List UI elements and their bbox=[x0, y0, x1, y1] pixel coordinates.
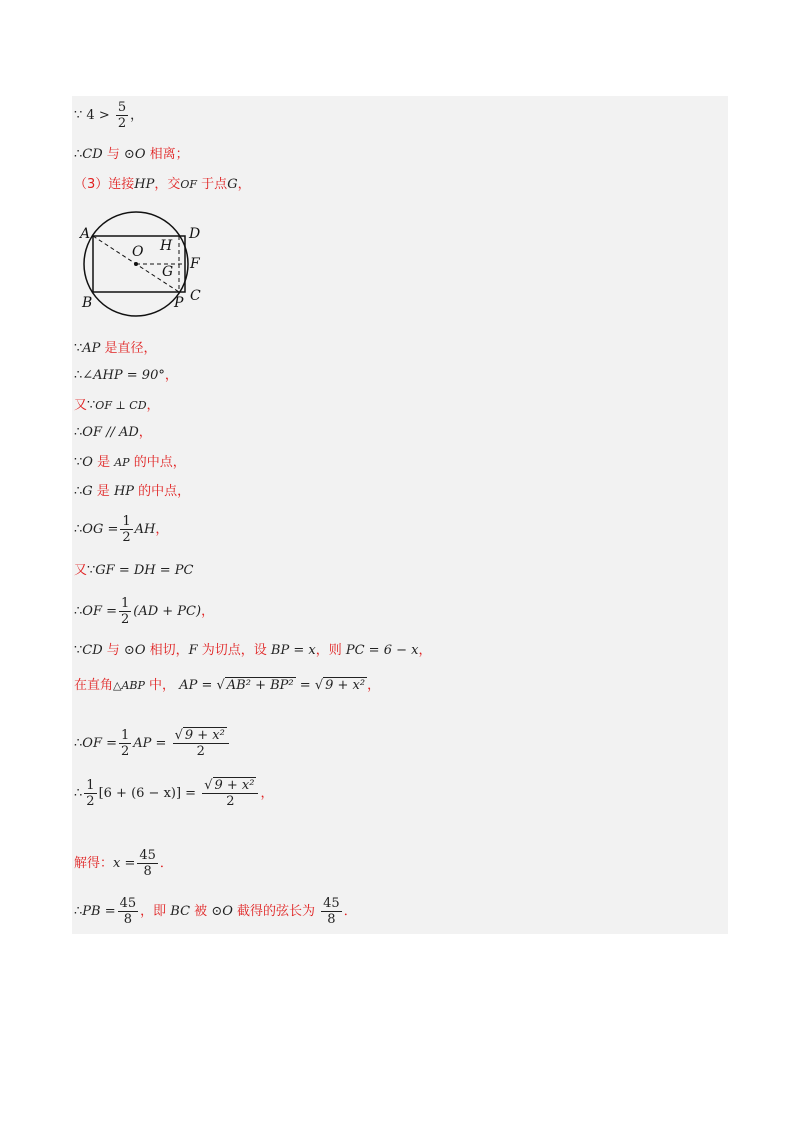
text: 是 bbox=[92, 455, 115, 470]
math: (AD + PC) bbox=[133, 604, 202, 619]
math: ⊙O bbox=[211, 904, 233, 919]
fraction bbox=[321, 896, 342, 927]
math: x = bbox=[113, 856, 136, 871]
text: ， bbox=[201, 604, 215, 619]
text: 被 bbox=[190, 904, 212, 919]
text: （3）连接 bbox=[74, 177, 135, 192]
text: 相切， bbox=[145, 643, 189, 658]
label-h: H bbox=[160, 238, 173, 254]
line-16 bbox=[74, 778, 274, 809]
math: CD bbox=[82, 147, 103, 162]
text: ， bbox=[155, 522, 169, 537]
math: OF bbox=[180, 178, 198, 191]
symbol: ∵ bbox=[74, 108, 83, 123]
line-2 bbox=[74, 147, 189, 163]
numerator: √ 9 + x² bbox=[202, 778, 258, 794]
denominator: 2 bbox=[226, 794, 235, 809]
radicand: AB² + BP² bbox=[226, 678, 294, 693]
label-b: B bbox=[82, 295, 93, 311]
numerator: 1 bbox=[86, 778, 95, 793]
math: CD bbox=[82, 643, 103, 658]
math: BP = x bbox=[270, 643, 316, 658]
radicand: 9 + x² bbox=[184, 728, 225, 743]
math: HP bbox=[113, 484, 135, 499]
symbol: ∴ bbox=[74, 604, 83, 619]
math: PB = bbox=[82, 904, 116, 919]
fraction bbox=[84, 778, 96, 809]
denominator: 2 bbox=[86, 794, 95, 809]
denominator: 2 bbox=[196, 744, 205, 759]
label-f: F bbox=[190, 256, 200, 272]
line-12 bbox=[74, 596, 214, 627]
symbol: ∴ bbox=[74, 786, 83, 801]
text: 为切点，设 bbox=[197, 643, 271, 658]
expr: 4 > bbox=[86, 108, 110, 123]
denominator: 2 bbox=[120, 744, 130, 759]
math: G bbox=[227, 177, 238, 192]
text: 于点 bbox=[197, 177, 228, 192]
text: 与 bbox=[102, 147, 124, 162]
text: 的中点， bbox=[129, 455, 186, 470]
math: AP bbox=[82, 341, 101, 356]
math: ∠AHP = 90° bbox=[82, 368, 165, 383]
text: 又 bbox=[74, 398, 88, 413]
line-8 bbox=[74, 455, 186, 471]
math: G bbox=[82, 484, 93, 499]
math: AP bbox=[114, 456, 130, 469]
math: △ABP bbox=[113, 679, 145, 692]
fraction bbox=[118, 896, 139, 927]
text: 在直角 bbox=[74, 678, 114, 693]
denominator: 2 bbox=[120, 612, 130, 627]
text: 的中点， bbox=[134, 484, 191, 499]
math: AP = bbox=[179, 678, 213, 693]
denominator: 2 bbox=[117, 116, 127, 131]
line-3 bbox=[74, 177, 251, 193]
math: AP = bbox=[133, 736, 167, 751]
line-11 bbox=[74, 563, 193, 579]
symbol: ∴ bbox=[74, 484, 83, 499]
denominator: 8 bbox=[143, 864, 152, 879]
symbol: ∴ bbox=[74, 904, 83, 919]
math: OF = bbox=[82, 604, 117, 619]
symbol: ∵ bbox=[87, 398, 96, 413]
fraction bbox=[202, 778, 258, 809]
punct: ， bbox=[130, 108, 144, 123]
text: ， bbox=[418, 643, 432, 658]
symbol: ∵ bbox=[74, 341, 83, 356]
label-a: A bbox=[80, 226, 91, 242]
denominator: 2 bbox=[122, 530, 131, 545]
line-13 bbox=[74, 643, 432, 659]
symbol: ∴ bbox=[74, 147, 83, 162]
label-o: O bbox=[132, 244, 144, 260]
text: ， bbox=[164, 368, 178, 383]
label-c: C bbox=[190, 288, 201, 304]
line-6 bbox=[74, 398, 160, 414]
label-d: D bbox=[189, 226, 201, 242]
text: ，即 bbox=[140, 904, 171, 919]
text: ， bbox=[260, 786, 274, 801]
line-18 bbox=[74, 896, 357, 927]
fraction bbox=[119, 728, 131, 759]
math: [6 + (6 − x)] = bbox=[98, 786, 197, 801]
math: F bbox=[188, 643, 198, 658]
text: 是 bbox=[92, 484, 114, 499]
text: ，则 bbox=[315, 643, 346, 658]
text: ， bbox=[237, 177, 251, 192]
math: OF ⊥ CD bbox=[95, 399, 147, 412]
symbol: ∴ bbox=[74, 522, 83, 537]
line-1 bbox=[74, 100, 143, 131]
text: 解得： bbox=[74, 856, 114, 871]
math: = bbox=[299, 678, 311, 693]
label-g: G bbox=[162, 264, 174, 280]
text: 截得的弦长为 bbox=[232, 904, 320, 919]
fraction bbox=[119, 596, 131, 627]
symbol: ∵ bbox=[87, 563, 96, 578]
line-15 bbox=[74, 728, 231, 759]
numerator: 45 bbox=[119, 896, 137, 911]
numerator: 1 bbox=[120, 728, 130, 743]
math: ⊙O bbox=[123, 147, 146, 162]
radicand: 9 + x² bbox=[214, 778, 255, 793]
radicand: 9 + x² bbox=[325, 678, 366, 693]
math: ⊙O bbox=[123, 643, 146, 658]
text: ， bbox=[138, 425, 152, 440]
sqrt-sign: √ bbox=[216, 678, 225, 693]
numerator: √ 9 + x² bbox=[173, 728, 229, 744]
line-9 bbox=[74, 484, 190, 500]
symbol: ∵ bbox=[74, 643, 83, 658]
line-5 bbox=[74, 368, 178, 384]
text: 中， bbox=[144, 678, 176, 693]
numerator: 1 bbox=[122, 514, 131, 529]
text: ， bbox=[367, 678, 381, 693]
numerator: 1 bbox=[120, 596, 130, 611]
label-p: P bbox=[174, 295, 184, 311]
math: BC bbox=[170, 904, 191, 919]
text: 是直径， bbox=[100, 341, 157, 356]
line-10 bbox=[74, 514, 168, 545]
math: HP bbox=[134, 177, 155, 192]
math: O bbox=[82, 455, 93, 470]
text: ， bbox=[146, 398, 160, 413]
text: 相离； bbox=[145, 147, 189, 162]
line-4 bbox=[74, 341, 157, 357]
symbol: ∵ bbox=[74, 455, 83, 470]
numerator: 45 bbox=[323, 896, 340, 911]
line-7 bbox=[74, 425, 152, 441]
line-17 bbox=[74, 848, 173, 879]
math: OG = bbox=[82, 522, 119, 537]
text: 与 bbox=[102, 643, 124, 658]
numerator: 5 bbox=[117, 100, 127, 115]
text: 又 bbox=[74, 563, 88, 578]
fraction bbox=[137, 848, 158, 879]
denominator: 8 bbox=[327, 912, 336, 927]
text: ． bbox=[343, 904, 357, 919]
line-14 bbox=[74, 678, 380, 694]
center-point bbox=[134, 262, 138, 266]
text: ，交 bbox=[154, 177, 181, 192]
math: OF = bbox=[82, 736, 117, 751]
text: ． bbox=[159, 856, 173, 871]
fraction bbox=[120, 514, 132, 545]
sqrt-sign: √ bbox=[314, 678, 324, 693]
math: OF // AD bbox=[82, 425, 139, 440]
math: AH bbox=[134, 522, 156, 537]
math: GF = DH = PC bbox=[95, 563, 194, 578]
numerator: 45 bbox=[139, 848, 156, 863]
symbol: ∴ bbox=[74, 425, 83, 440]
fraction bbox=[173, 728, 229, 759]
symbol: ∴ bbox=[74, 368, 83, 383]
geometry-figure bbox=[78, 208, 218, 318]
math: PC = 6 − x bbox=[345, 643, 419, 658]
symbol: ∴ bbox=[74, 736, 83, 751]
fraction bbox=[116, 100, 128, 131]
denominator: 8 bbox=[123, 912, 133, 927]
